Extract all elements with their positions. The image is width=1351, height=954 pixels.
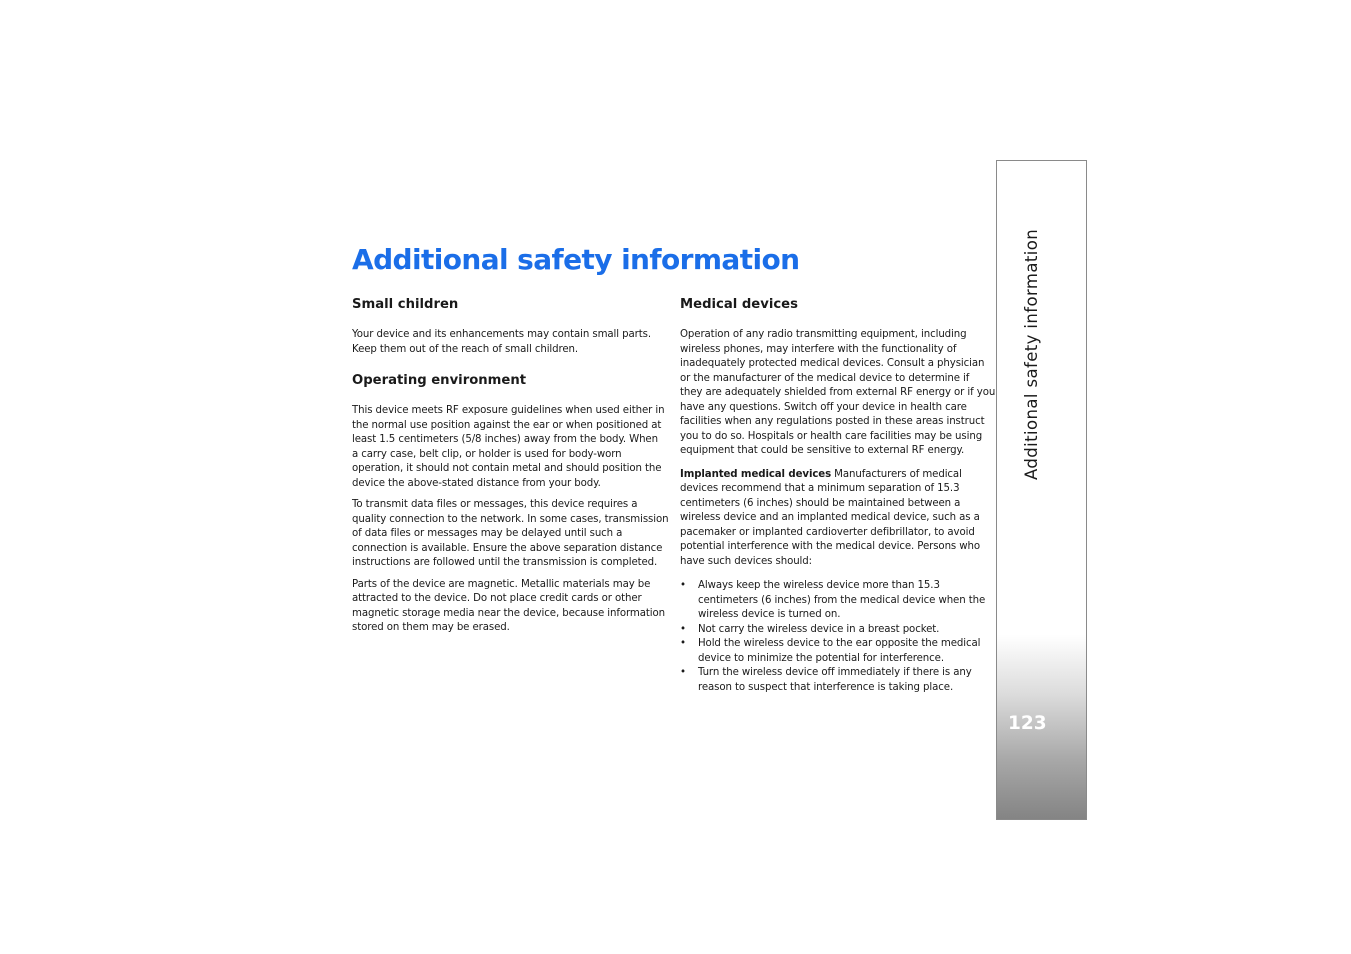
text-line: Keep them out of the reach of small children. [352, 343, 579, 355]
text-line: potential interference with the medical device. Persons who [680, 541, 980, 552]
text-line: equipment that could be sensitive to external RF energy. [680, 445, 965, 456]
text-line: devices recommend that a minimum separation of 15.3 [680, 483, 960, 494]
paragraph-rf-exposure [352, 404, 665, 491]
run-in-heading-implanted: Implanted medical devices [680, 468, 832, 480]
text-line: centimeters (6 inches) should be maintained between a [680, 497, 961, 509]
list-item [680, 637, 986, 666]
text-line: attracted to the device. Do not place credit cards or other [352, 593, 642, 604]
text-line: reason to suspect that interference is taking place. [698, 681, 954, 693]
text-line: wireless phones, may interfere with the functionality of [680, 343, 957, 355]
text-line: Parts of the device are magnetic. Metallic materials may be [352, 578, 651, 590]
page-title: Additional safety information [352, 243, 800, 276]
text-line: instructions are followed until the transmission is completed. [352, 557, 658, 568]
text-line: To transmit data files or messages, this device requires a [352, 499, 638, 510]
text-line: centimeters (6 inches) from the medical device when the [698, 594, 986, 606]
left-column [352, 296, 669, 643]
text-line: Turn the wireless device off immediately if there is any [698, 667, 972, 678]
text-line: Operation of any radio transmitting equipment, including [680, 329, 967, 340]
text-line: they are adequately shielded from external RF energy or if you [680, 387, 996, 398]
text-line: connection is available. Ensure the above separation distance [352, 542, 663, 554]
side-tab-label: Additional safety information [1022, 228, 1041, 480]
paragraph-medical-devices [680, 328, 996, 459]
text-line: Your device and its enhancements may contain small parts. [352, 329, 651, 340]
text-line: pacemaker or implanted cardioverter defibrillator, to avoid [680, 526, 975, 538]
text-line: wireless device is turned on. [698, 609, 841, 620]
text-line: magnetic storage media near the device, because information [352, 607, 665, 619]
list-item [680, 666, 986, 695]
paragraph-small-children [352, 328, 662, 357]
bullet-icon: • [680, 623, 686, 635]
bullet-icon: • [680, 667, 686, 678]
text-line: inadequately protected medical devices. Consult a physician [680, 358, 985, 369]
bullet-icon: • [680, 638, 686, 649]
paragraph-magnetic-parts [352, 578, 665, 636]
list-item [680, 579, 986, 623]
text-line [680, 468, 986, 483]
text-line: Not carry the wireless device in a breast pocket. [698, 623, 940, 635]
precautions-list [680, 579, 986, 695]
right-column [680, 296, 996, 695]
paragraph-data-transmission [352, 498, 669, 571]
text-line: device the above-stated distance from your body. [352, 477, 601, 489]
text-line: device to minimize the potential for interference. [698, 652, 944, 664]
bullet-icon: • [680, 580, 686, 591]
text-line: the normal use position against the ear or when positioned at [352, 419, 662, 431]
text-line: or the manufacturer of the medical device to determine if [680, 372, 970, 384]
text-line: operation, it should not contain metal and should position the [352, 463, 662, 474]
heading-operating-environment: Operating environment [352, 373, 527, 388]
text-line: of data files or messages may be delayed until such a [352, 528, 623, 539]
list-item [680, 623, 986, 638]
text-line: least 1.5 centimeters (5/8 inches) away from the body. When [352, 434, 658, 445]
paragraph-implanted-devices [680, 468, 986, 570]
text-line: wireless device and an implanted medical device, such as a [680, 512, 980, 523]
heading-small-children: Small children [352, 297, 459, 312]
text-line: you to do so. Hospitals or health care facilities may be using [680, 430, 983, 442]
text-line: a carry case, belt clip, or holder is used for body-worn [352, 448, 622, 460]
text-run: Manufacturers of medical [831, 468, 962, 480]
text-line: Always keep the wireless device more than 15.3 [698, 580, 940, 591]
text-line: have any questions. Switch off your device in health care [680, 401, 967, 413]
text-line: have such devices should: [680, 555, 812, 567]
text-line: stored on them may be erased. [352, 622, 510, 633]
text-line: This device meets RF exposure guidelines when used either in [352, 405, 665, 416]
heading-medical-devices: Medical devices [680, 297, 798, 312]
text-line: facilities when any regulations posted in these areas instruct [680, 416, 985, 427]
text-line: quality connection to the network. In some cases, transmission [352, 513, 669, 525]
page-number: 123 [1008, 713, 1047, 734]
text-line: Hold the wireless device to the ear opposite the medical [698, 638, 981, 649]
